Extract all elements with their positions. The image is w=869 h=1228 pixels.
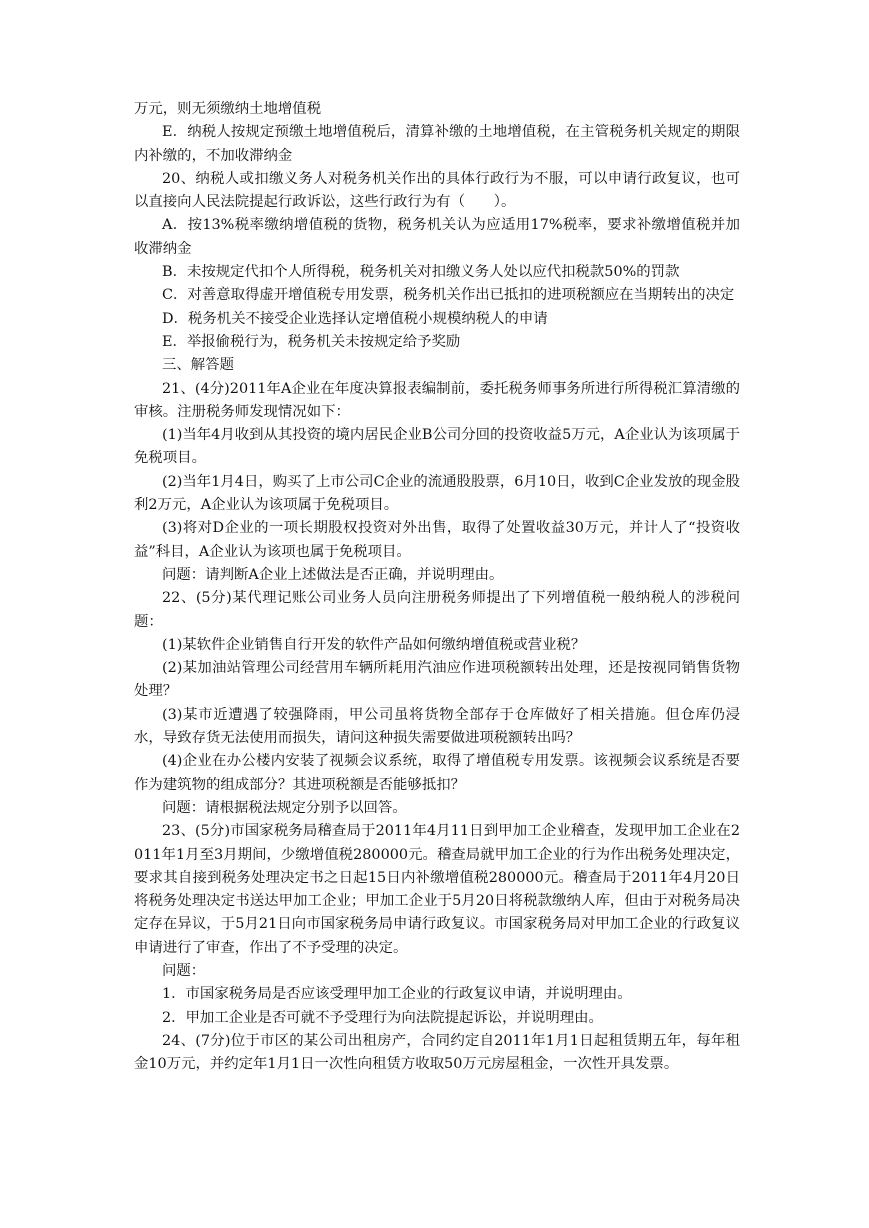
paragraph: E．纳税人按规定预缴土地增值税后，清算补缴的土地增值税，在主管税务机关规定的期限内补缴的，不加收滞纳金	[134, 124, 740, 164]
paragraph: (1)某软件企业销售自行开发的软件产品如何缴纳增值税或营业税？	[162, 636, 586, 653]
section-heading: 三、解答题	[162, 357, 234, 374]
paragraph: (4)企业在办公楼内安装了视频会议系统，取得了增值税专用发票。该视频会议系统是否要作为建筑物的组成部分？其进项税额是否能够抵扣？	[134, 753, 740, 793]
paragraph: (2)某加油站管理公司经营用车辆所耗用汽油应作进项税额转出处理，还是按视同销售货物处理？	[134, 660, 740, 700]
option-c: C．对善意取得虚开增值税专用发票，税务机关作出已抵扣的进项税额应在当期转出的决定	[162, 287, 735, 304]
paragraph: (1)当年4月收到从其投资的境内居民企业B公司分回的投资收益5万元，A企业认为该项属于免税项目。	[134, 427, 740, 467]
paragraph: 2．甲加工企业是否可就不予受理行为向法院提起诉讼，并说明理由。	[162, 1009, 603, 1026]
question-22: 22、(5分)某代理记账公司业务人员向注册税务师提出了下列增值税一般纳税人的涉税问题：	[134, 590, 740, 630]
option-b: B．未按规定代扣个人所得税，税务机关对扣缴义务人处以应代扣税款50%的罚款	[162, 264, 680, 281]
question-23: 23、(5分)市国家税务局稽查局于2011年4月11日到甲加工企业稽查，发现甲加工企业在2011年1月至3月期间，少缴增值税280000元。稽查局就甲加工企业的行为作出税务处理决定，要求其自接到税务处理决定书之日起15日内补缴增值税280000元。稽查局于2011年4月20日将税务处理决定书送达甲加工企业；甲加工企业于5月20日将税款缴纳人库，但由于对税务局决定存在异议，于5月21日向市国家税务局申请行政复议。市国家税务局对甲加工企业的行政复议申请进行了审查，作出了不予受理的决定。	[134, 823, 740, 956]
paragraph: 问题：请根据税法规定分别予以回答。	[162, 799, 407, 816]
document-body	[134, 98, 740, 1076]
paragraph: 1．市国家税务局是否应该受理甲加工企业的行政复议申请，并说明理由。	[162, 986, 632, 1003]
paragraph: (3)将对D企业的一项长期股权投资对外出售，取得了处置收益30万元，并计人了“投资收益”科目，A企业认为该项也属于免税项目。	[134, 520, 740, 560]
question-24: 24、(7分)位于市区的某公司出租房产，合同约定自2011年1月1日起租赁期五年，每年租金10万元，并约定年1月1日一次性向租赁方收取50万元房屋租金，一次性开具发票。	[134, 1032, 740, 1073]
paragraph: (2)当年1月4日，购买了上市公司C企业的流通股股票，6月10日，收到C企业发放的现金股利2万元，A企业认为该项属于免税项目。	[134, 473, 740, 514]
paragraph: 问题：请判断A企业上述做法是否正确，并说明理由。	[162, 566, 504, 583]
question-20: 20、纳税人或扣缴义务人对税务机关作出的具体行政行为不服，可以申请行政复议，也可以直接向人民法院提起行政诉讼，这些行政行为有（ ）。	[134, 170, 740, 211]
question-21: 21、(4分)2011年A企业在年度决算报表编制前，委托税务师事务所进行所得税汇算清缴的审核。注册税务师发现情况如下：	[134, 380, 740, 420]
paragraph: 万元，则无须缴纳土地增值税	[134, 101, 322, 117]
paragraph: (3)某市近遭遇了较强降雨，甲公司虽将货物全部存于仓库做好了相关措施。但仓库仍浸水，导致存货无法使用而损失，请问这种损失需要做进项税额转出吗？	[134, 706, 740, 747]
option-a: A．按13%税率缴纳增值税的货物，税务机关认为应适用17%税率，要求补缴增值税并加收滞纳金	[134, 217, 740, 257]
paragraph: 问题：	[162, 962, 206, 979]
option-e: E．举报偷税行为，税务机关未按规定给予奖励	[162, 333, 461, 350]
option-d: D．税务机关不接受企业选择认定增值税小规模纳税人的申请	[162, 310, 548, 327]
